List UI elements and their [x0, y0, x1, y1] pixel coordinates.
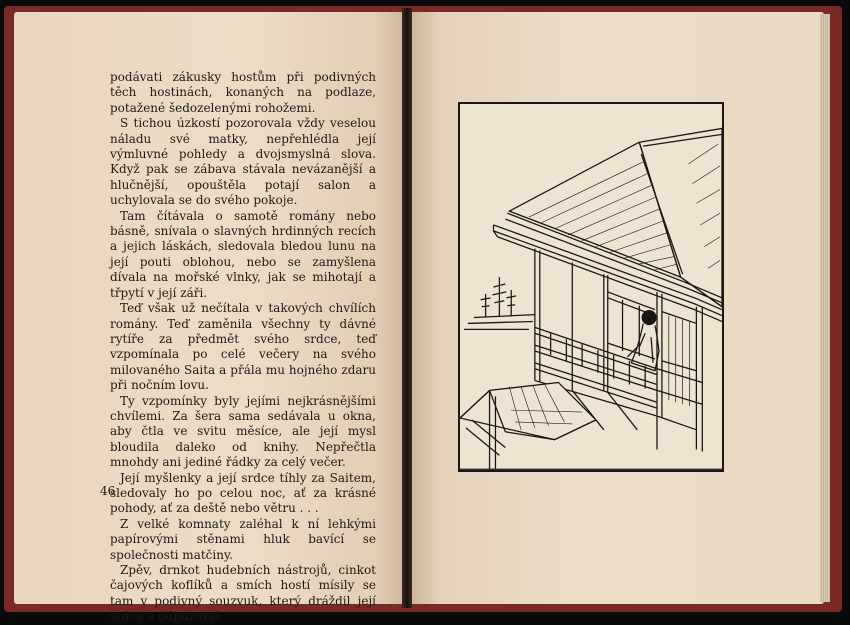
paragraph: Teď však už nečítala v takových chvílích romány. Teď zaměnila všechny ty dávné rytíře za předmět svého srdce, teď vzpomínala po celé večery na svého milovaného Saita a přála mu hojného zdaru při nočním lovu. [110, 301, 376, 393]
paragraph: Její myšlenky a její srdce tíhly za Saitem, sledovaly ho po celou noc, ať za krásné pohody, ať za deště nebo větru . . . [110, 470, 376, 516]
paragraph: Zpěv, drnkot hudebních nástrojů, cinkot čajových koflíků a smích hostí mísily se tam v podivný souzvuk, který dráždil její srdce a odpuzoval [110, 563, 376, 624]
lower-gate-roof [460, 383, 596, 470]
page-edges [820, 14, 830, 602]
book-gutter [402, 8, 412, 608]
paragraph: podávati zákusky hostům při podivných těch hostinách, konaných na podlaze, potažené šedozelenými rohožemi. [110, 70, 376, 115]
paragraph: Z velké komnaty zaléhal k ní lehkými papírovými stěnami hluk bavící se společnosti matčiny. [110, 516, 376, 562]
paragraph: Tam čítávala o samotě romány nebo básně, snívala o slavných hrdinných recích a jejich láskách, sledovala bledou lunu na její pouti oblohou, nebo se zamyšlena dívala na mořské vlnky, jak se mihotají a třpytí v její záři. [110, 208, 376, 300]
seated-woman [627, 311, 659, 371]
left-page-text [110, 70, 376, 625]
distant-trees [464, 277, 535, 329]
paragraph: Ty vzpomínky byly jejími nejkrásnějšími chvílemi. Za šera sama sedávala u okna, aby čtla ve svitu měsíce, ale její mysl bloudila daleko od knihy. Nepřečtla mnohdy ani jediné řádky za celý večer. [110, 393, 376, 470]
page-number: 46 [100, 484, 116, 498]
illustration-woodcut [458, 102, 724, 472]
paragraph: S tichou úzkostí pozorovala vždy veselou náladu své matky, nepřehlédla její výmluvné pohledy a dvojsmyslná slova. Když pak se zábava stávala nevázanější a hlučnější, opouštěla potají salon a uchylovala se do svého pokoje. [110, 116, 376, 208]
house-veranda-drawing [460, 104, 722, 470]
